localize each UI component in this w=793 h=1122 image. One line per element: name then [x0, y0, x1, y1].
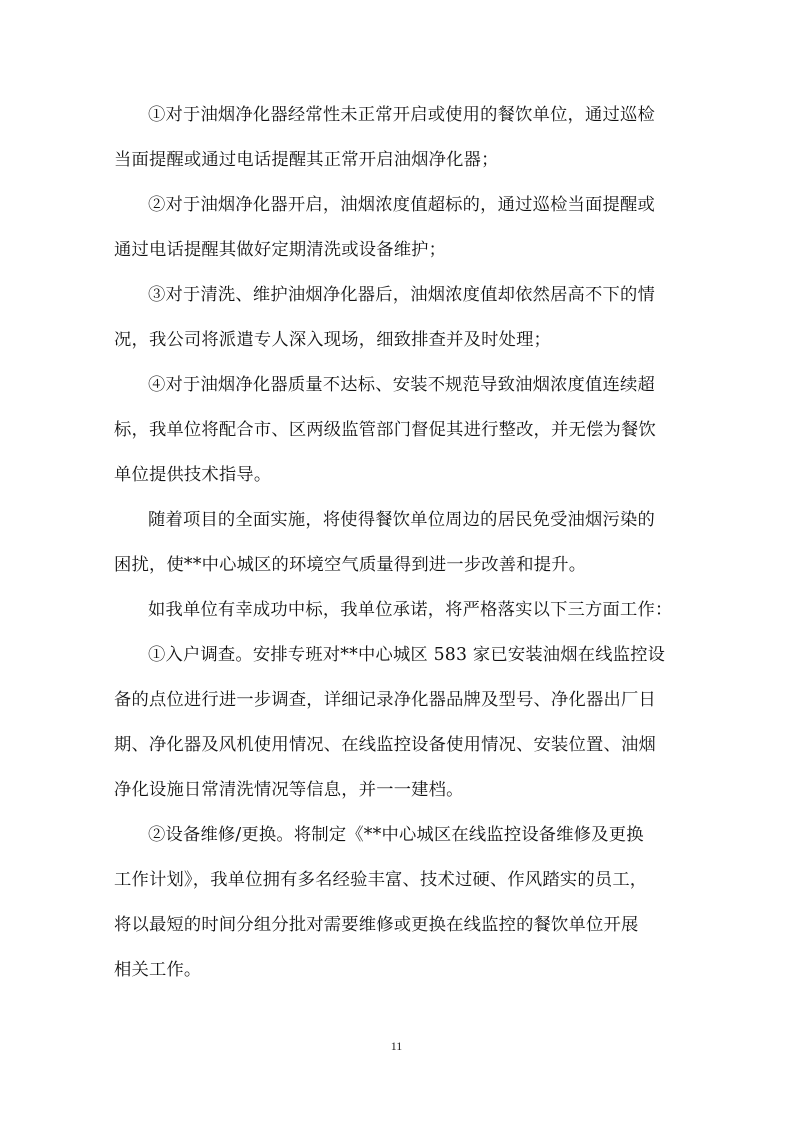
text-line: 当面提醒或通过电话提醒其正常开启油烟净化器； — [114, 150, 499, 170]
text-line: 通过电话提醒其做好定期清洗或设备维护； — [114, 240, 447, 260]
text-line: 况，我公司将派遣专人深入现场，细致排查并及时处理； — [114, 330, 552, 350]
text-line: 将以最短的时间分组分批对需要维修或更换在线监控的餐饮单位开展 — [114, 915, 639, 935]
text-line: 随着项目的全面实施，将使得餐饮单位周边的居民免受油烟污染的 — [148, 510, 655, 530]
text-line: ④对于油烟净化器质量不达标、安装不规范导致油烟浓度值连续超 — [148, 375, 655, 395]
text-line: 备的点位进行进一步调查，详细记录净化器品牌及型号、净化器出厂日 — [114, 690, 656, 710]
text-line: 标，我单位将配合市、区两级监管部门督促其进行整改，并无偿为餐饮 — [114, 420, 656, 440]
text-line: 如我单位有幸成功中标，我单位承诺，将严格落实以下三方面工作： — [148, 600, 673, 620]
text-line: ②对于油烟净化器开启，油烟浓度值超标的，通过巡检当面提醒或 — [148, 195, 655, 215]
text-line: ①入户调查。安排专班对**中心城区 583 家已安装油烟在线监控设 — [148, 645, 666, 665]
text-line: ①对于油烟净化器经常性未正常开启或使用的餐饮单位，通过巡检 — [148, 105, 655, 125]
page-number: 11 — [390, 1039, 403, 1053]
text-line: ③对于清洗、维护油烟净化器后，油烟浓度值却依然居高不下的情 — [148, 285, 655, 305]
text-line: 单位提供技术指导。 — [114, 465, 272, 485]
text-line: 期、净化器及风机使用情况、在线监控设备使用情况、安装位置、油烟 — [114, 735, 656, 755]
text-line: ②设备维修/更换。将制定《**中心城区在线监控设备维修及更换 — [148, 825, 644, 845]
text-line: 困扰，使**中心城区的环境空气质量得到进一步改善和提升。 — [114, 555, 587, 575]
text-line: 工作计划》，我单位拥有多名经验丰富、技术过硬、作风踏实的员工， — [114, 870, 648, 890]
text-line: 相关工作。 — [114, 960, 202, 980]
text-line: 净化设施日常清洗情况等信息，并一一建档。 — [114, 780, 464, 800]
